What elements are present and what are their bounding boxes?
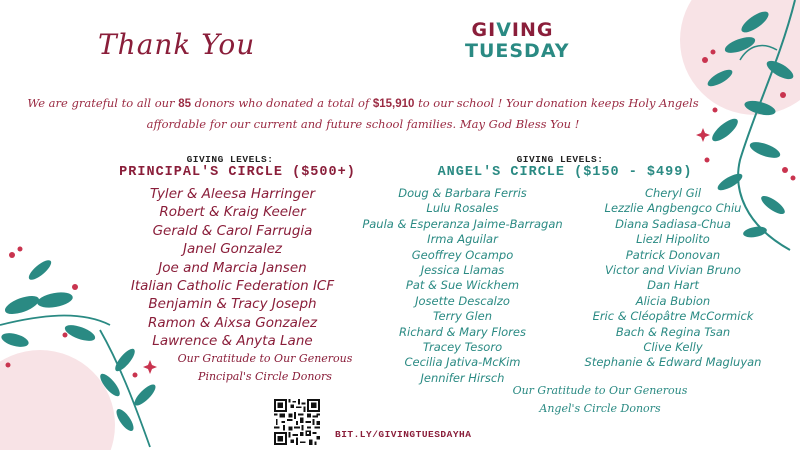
principal-giving-levels-label: GIVING LEVELS: (186, 154, 274, 165)
donor-name: Benjamin & Tracy Joseph (148, 296, 317, 313)
donor-name: Terry Glen (432, 309, 493, 324)
donor-name: Lulu Rosales (426, 201, 499, 216)
principal-donor-list (120, 185, 345, 351)
angel-note-line-1: Our Gratitude to Our Generous (512, 384, 688, 397)
donation-link[interactable]: BIT.LY/GIVINGTUESDAYHA (335, 429, 472, 440)
donor-name: Paula & Esperanza Jaime-Barragan (362, 216, 563, 231)
donor-name: Lawrence & Anyta Lane (152, 333, 313, 350)
donor-name: Stephanie & Edward Magluyan (584, 355, 762, 370)
donor-name: Italian Catholic Federation ICF (130, 278, 335, 295)
intro-message (18, 93, 708, 134)
donor-count: 85 (178, 98, 191, 110)
donor-name: Josette Descalzo (415, 293, 510, 308)
angel-donor-list-column-2 (578, 186, 768, 371)
donor-name: Joe and Marcia Jansen (158, 259, 307, 276)
donor-name: Victor and Vivian Bruno (605, 263, 741, 278)
donor-name: Jennifer Hirsch (420, 370, 505, 385)
donor-name: Lezzlie Angbengco Chiu (604, 201, 742, 216)
donor-name: Robert & Kraig Keeler (159, 204, 306, 221)
intro-text-2: donors who donated a total of (191, 96, 373, 110)
donor-name: Geoffrey Ocampo (411, 247, 514, 262)
donor-name: Ramon & Aixsa Gonzalez (147, 314, 318, 331)
angel-circle-title: ANGEL'S CIRCLE ($150 - $499) (437, 165, 693, 180)
donor-name: Jessica Llamas (420, 263, 505, 278)
donor-name: Bach & Regina Tsan (615, 324, 731, 339)
principal-circle-title: PRINCIPAL'S CIRCLE ($500+) (119, 165, 356, 180)
donor-name: Eric & Cléopâtre McCormick (592, 309, 754, 324)
donor-name: Pat & Sue Wickhem (405, 278, 520, 293)
principal-note-line-2: Pincipal's Circle Donors (198, 370, 332, 383)
donor-name: Irma Aguilar (427, 232, 498, 247)
donor-name: Tyler & Aleesa Harringer (149, 186, 316, 202)
donor-name: Diana Sadiasa-Chua (615, 216, 731, 231)
angel-note-line-2: Angel's Circle Donors (539, 402, 661, 415)
giving-tuesday-logo (465, 19, 570, 62)
logo-text-tuesday: TUESDAY (465, 40, 570, 62)
donation-total: $15,910 (372, 98, 415, 110)
principal-note-line-1: Our Gratitude to Our Generous (177, 352, 353, 365)
heart-icon: V (496, 19, 512, 41)
donor-name: Alicia Bubion (635, 293, 711, 308)
donor-name: Gerald & Carol Farrugia (152, 222, 313, 239)
donor-name: Doug & Barbara Ferris (398, 186, 527, 200)
angel-donor-list-column-1 (355, 186, 570, 386)
intro-text-3: to our school ! Your donation keeps Holy Angels affordable for our current and future school families. May God Bless You ! (146, 96, 699, 131)
donor-name: Clive Kelly (643, 340, 703, 355)
principal-gratitude-note (160, 350, 370, 386)
intro-text-1: We are grateful to all our (27, 96, 179, 110)
donor-name: Tracey Tesoro (422, 340, 503, 355)
donor-name: Patrick Donovan (625, 247, 721, 262)
angel-giving-levels-label: GIVING LEVELS: (516, 154, 604, 165)
donor-name: Cecilia Jativa-McKim (404, 355, 521, 370)
qr-code-icon[interactable] (274, 399, 320, 445)
angel-gratitude-note (495, 382, 705, 418)
donor-name: Janel Gonzalez (183, 241, 282, 258)
donor-name: Richard & Mary Flores (399, 324, 526, 339)
logo-text-ing: ING (511, 19, 554, 41)
donor-name: Dan Hart (647, 278, 699, 293)
thank-you-heading: Thank You (98, 28, 256, 61)
logo-text-gi: GI (471, 19, 497, 41)
donor-name: Cheryl Gil (644, 186, 702, 200)
donor-name: Liezl Hipolito (636, 232, 710, 247)
